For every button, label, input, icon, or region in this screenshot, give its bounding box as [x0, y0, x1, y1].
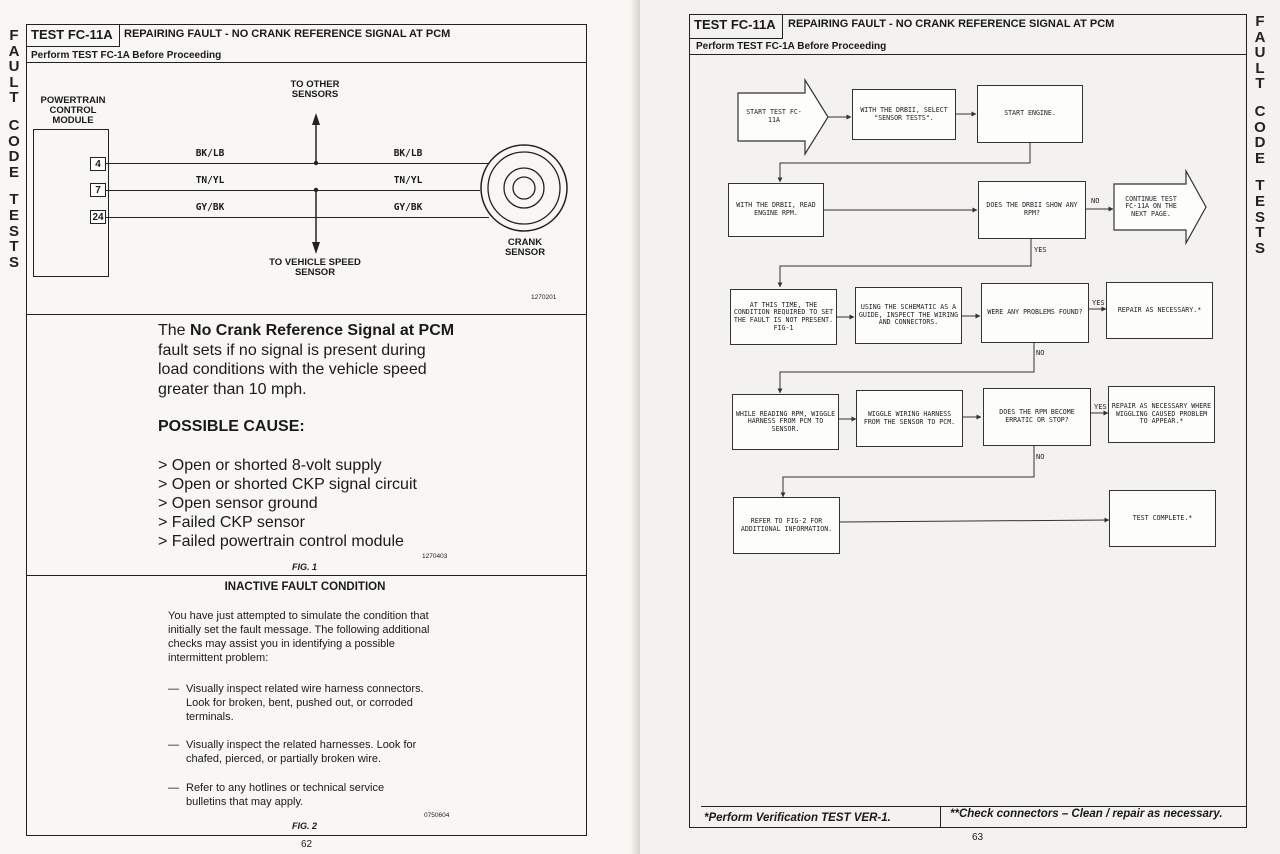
side-letter: F — [1255, 13, 1265, 30]
side-letter: E — [1254, 149, 1265, 167]
footer-check-connectors: **Check connectors – Clean / repair as necessary. — [950, 808, 1223, 820]
diagram-graphics — [0, 0, 640, 320]
side-letter: C — [8, 116, 20, 134]
header-title: REPAIRING FAULT - NO CRANK REFERENCE SIGNAL AT PCM — [124, 28, 451, 40]
arrow-down-icon — [312, 242, 320, 254]
flow-rpm-erratic: DOES THE RPM BECOME ERRATIC OR STOP? — [983, 388, 1091, 446]
diagram-ref-num: 1270201 — [531, 294, 557, 301]
fig2-bullet: Visually inspect the related harnesses. Look for chafed, pierced, or partially broken wire. — [186, 739, 417, 765]
pin-4: 4 — [90, 157, 106, 171]
side-letter: E — [8, 163, 19, 181]
side-letter: D — [1254, 134, 1266, 152]
flow-continue: CONTINUE TEST FC-11A ON THE NEXT PAGE. — [1125, 194, 1177, 218]
cause-item: > Open or shorted CKP signal circuit — [158, 476, 417, 493]
flow-repair-wiggling: REPAIR AS NECESSARY WHERE WIGGLING CAUSED PROBLEM TO APPEAR.* — [1108, 386, 1215, 443]
side-letter: S — [1254, 239, 1265, 257]
flow-label-no: NO — [1091, 197, 1100, 205]
fig1-ref-num: 1270403 — [422, 553, 448, 560]
flow-label-yes: YES — [1092, 299, 1105, 307]
flow-repair-necessary: REPAIR AS NECESSARY.* — [1106, 282, 1213, 339]
side-letter: E — [8, 206, 19, 224]
flow-test-complete: TEST COMPLETE.* — [1109, 490, 1216, 547]
wire-label: GY/BK — [195, 202, 225, 213]
fig2-intro: You have just attempted to simulate the condition that initially set the fault message. The following additional checks may assist you in identifying a possible intermittent problem: — [168, 610, 430, 664]
fig2-bullet: Refer to any hotlines or technical service bulletins that may apply. — [186, 782, 385, 808]
flow-label-no: NO — [1036, 453, 1045, 461]
flow-start: START TEST FC-11A — [746, 108, 802, 124]
side-letter: A — [1254, 28, 1266, 46]
flow-wiggle-sensor: WIGGLE WIRING HARNESS FROM THE SENSOR TO PCM. — [856, 390, 963, 447]
to-vss-label: TO VEHICLE SPEED SENSOR — [269, 257, 361, 278]
flow-read-rpm: WITH THE DRBII, READ ENGINE RPM. — [728, 183, 824, 237]
side-letter: T — [9, 238, 19, 256]
flow-label-yes: YES — [1034, 246, 1047, 254]
flow-show-rpm: DOES THE DRBII SHOW ANY RPM? — [978, 181, 1086, 239]
wire-label: GY/BK — [393, 202, 423, 213]
side-letter: T — [1255, 75, 1265, 93]
flow-label-yes: YES — [1094, 403, 1107, 411]
side-letter: L — [9, 73, 19, 91]
fig2-caption: FIG. 2 — [292, 821, 318, 831]
possible-cause-heading: POSSIBLE CAUSE: — [158, 418, 305, 435]
to-other-sensors-label: TO OTHER SENSORS — [290, 79, 340, 100]
right-page — [640, 0, 1280, 854]
side-letter: E — [1254, 192, 1265, 210]
flow-select-sensor-tests: WITH THE DRBII, SELECT "SENSOR TESTS". — [852, 89, 956, 140]
side-letter: S — [8, 222, 19, 240]
header-subtitle: Perform TEST FC-1A Before Proceeding — [31, 50, 222, 61]
flow-wiggle-pcm: WHILE READING RPM, WIGGLE HARNESS FROM PCM TO SENSOR. — [732, 394, 839, 450]
fig1-caption: FIG. 1 — [292, 562, 318, 572]
cause-item: > Open sensor ground — [158, 495, 318, 512]
fig1-intro: The No Crank Reference Signal at PCM fault sets if no signal is present during load conditions with the vehicle speed greater than 10 mph. — [158, 322, 455, 398]
test-id: TEST FC-11A — [690, 15, 783, 38]
wire-label: TN/YL — [393, 175, 423, 186]
page-number: 62 — [301, 839, 313, 850]
header-title: REPAIRING FAULT - NO CRANK REFERENCE SIGNAL AT PCM — [788, 18, 1115, 30]
test-id: TEST FC-11A — [27, 25, 120, 47]
side-letter: T — [1255, 224, 1265, 242]
side-letter: C — [1254, 102, 1266, 120]
wire-label: BK/LB — [195, 148, 225, 159]
pin-24: 24 — [90, 210, 106, 224]
fig2-bullet: Visually inspect related wire harness connectors. Look for broken, bent, pushed out, or corroded terminals. — [186, 683, 424, 723]
pin-7: 7 — [90, 183, 106, 197]
footer-verification: *Perform Verification TEST VER-1. — [704, 812, 891, 824]
side-letter: O — [8, 132, 20, 150]
cause-item: > Failed powertrain control module — [158, 533, 404, 550]
cause-item: > Failed CKP sensor — [158, 514, 305, 531]
side-letter: U — [8, 58, 20, 76]
fig2-ref-num: 0750604 — [424, 812, 450, 819]
bullet-dash: — — [168, 739, 179, 751]
side-letter: A — [8, 42, 20, 60]
cause-item: > Open or shorted 8-volt supply — [158, 457, 382, 474]
side-letter: U — [1254, 44, 1266, 62]
bullet-dash: — — [168, 782, 179, 794]
flow-condition-not-present: AT THIS TIME, THE CONDITION REQUIRED TO SET THE FAULT IS NOT PRESENT. FIG-1 — [730, 289, 837, 345]
side-letter: T — [1255, 177, 1265, 195]
arrow-up-icon — [312, 113, 320, 125]
side-letter: D — [8, 148, 20, 166]
flow-start-engine: START ENGINE. — [977, 85, 1083, 143]
wire-label: BK/LB — [393, 148, 423, 159]
side-letter: T — [9, 89, 19, 107]
crank-sensor-label: CRANK SENSOR — [504, 237, 546, 258]
side-letter: F — [9, 27, 19, 44]
crank-sensor-icon — [481, 145, 567, 231]
side-letter: T — [9, 191, 19, 209]
pcm-label: POWERTRAIN CONTROL MODULE — [40, 95, 106, 126]
bullet-dash: — — [168, 683, 179, 695]
flow-problems-found: WERE ANY PROBLEMS FOUND? — [981, 283, 1089, 343]
header-subtitle: Perform TEST FC-1A Before Proceeding — [696, 41, 887, 52]
flow-refer-fig2: REFER TO FIG-2 FOR ADDITIONAL INFORMATION. — [733, 497, 840, 554]
flow-inspect-wiring: USING THE SCHEMATIC AS A GUIDE, INSPECT THE WIRING AND CONNECTORS. — [855, 287, 962, 344]
page-number: 63 — [972, 832, 984, 843]
flow-label-no: NO — [1036, 349, 1045, 357]
side-letter: S — [8, 253, 19, 271]
side-letter: O — [1254, 118, 1266, 136]
side-letter: S — [1254, 208, 1265, 226]
side-letter: L — [1255, 59, 1265, 77]
inactive-fault-heading: INACTIVE FAULT CONDITION — [224, 581, 386, 593]
wire-label: TN/YL — [195, 175, 225, 186]
